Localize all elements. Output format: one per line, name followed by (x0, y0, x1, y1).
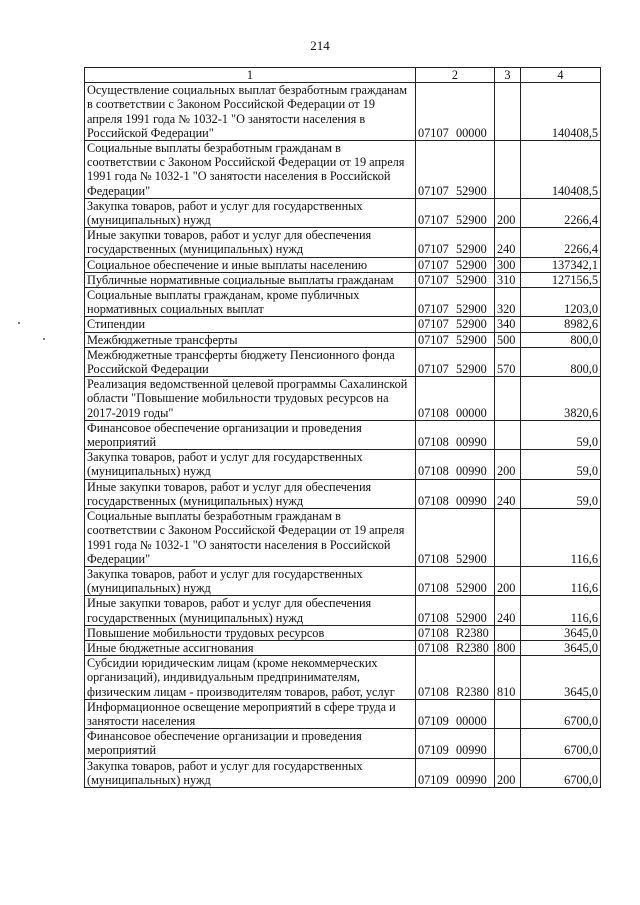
row-name: Субсидии юридическим лицам (кроме некоммерческих организаций), индивидуальным предпринимателям, физическим лицам - производителям товаров, работ, услуг (85, 656, 416, 700)
table-row (85, 479, 601, 508)
row-code-direction: 00990 (456, 493, 487, 508)
row-code (416, 596, 495, 625)
row-code (416, 317, 495, 332)
row-code (416, 699, 495, 728)
row-code-section: 07109 (418, 743, 449, 758)
scan-speck (18, 322, 20, 324)
table-row (85, 83, 601, 141)
row-amount: 59,0 (521, 420, 601, 449)
row-code-direction: 52900 (456, 581, 487, 596)
row-amount: 3645,0 (521, 640, 601, 655)
row-code-section: 07107 (418, 317, 449, 332)
row-code (416, 566, 495, 595)
row-name: Осуществление социальных выплат безработным гражданам в соответствии с Законом Российской Федерации от 19 апреля 1991 года № 1032-1 "О занятости населения в Российской Федерации" (85, 83, 416, 141)
column-header-2: 2 (416, 68, 495, 83)
row-amount: 2266,4 (521, 198, 601, 227)
row-amount: 116,6 (521, 509, 601, 567)
row-expense-type (495, 625, 521, 640)
row-code-section: 07108 (418, 435, 449, 450)
row-name: Стипендии (85, 317, 416, 332)
row-code-direction: 52900 (456, 257, 487, 272)
row-expense-type: 340 (495, 317, 521, 332)
row-code-section: 07108 (418, 610, 449, 625)
row-name: Финансовое обеспечение организации и проведения мероприятий (85, 729, 416, 758)
row-expense-type: 570 (495, 347, 521, 376)
table-row (85, 566, 601, 595)
row-code-direction: 00000 (456, 405, 487, 420)
row-code-section: 07108 (418, 493, 449, 508)
row-code-section: 07107 (418, 183, 449, 198)
row-code (416, 198, 495, 227)
row-code-direction: 00000 (456, 713, 487, 728)
page-number: 214 (310, 38, 330, 53)
row-code-direction: 52900 (456, 317, 487, 332)
table-row (85, 509, 601, 567)
row-expense-type: 240 (495, 596, 521, 625)
row-code (416, 625, 495, 640)
row-name: Реализация ведомственной целевой программы Сахалинской области "Повышение мобильности трудовых ресурсов на 2017-2019 годы" (85, 377, 416, 421)
table-row (85, 596, 601, 625)
row-expense-type: 200 (495, 758, 521, 787)
row-code (416, 347, 495, 376)
row-name: Информационное освещение мероприятий в сфере труда и занятости населения (85, 699, 416, 728)
table-row (85, 347, 601, 376)
row-code (416, 228, 495, 257)
row-expense-type: 810 (495, 656, 521, 700)
table-row (85, 228, 601, 257)
row-code (416, 288, 495, 317)
row-name: Межбюджетные трансферты бюджету Пенсионного фонда Российской Федерации (85, 347, 416, 376)
row-name: Межбюджетные трансферты (85, 332, 416, 347)
row-code (416, 509, 495, 567)
row-name: Повышение мобильности трудовых ресурсов (85, 625, 416, 640)
row-name: Социальные выплаты гражданам, кроме публичных нормативных социальных выплат (85, 288, 416, 317)
row-name: Публичные нормативные социальные выплаты гражданам (85, 272, 416, 287)
table-row (85, 257, 601, 272)
table-row (85, 288, 601, 317)
row-name: Иные закупки товаров, работ и услуг для обеспечения государственных (муниципальных) нужд (85, 479, 416, 508)
row-code-section: 07107 (418, 332, 449, 347)
row-amount: 800,0 (521, 332, 601, 347)
row-code (416, 272, 495, 287)
row-code-section: 07107 (418, 272, 449, 287)
row-code-section: 07108 (418, 405, 449, 420)
row-code (416, 640, 495, 655)
row-code-section: 07107 (418, 213, 449, 228)
row-name: Закупка товаров, работ и услуг для государственных (муниципальных) нужд (85, 198, 416, 227)
column-header-1: 1 (85, 68, 416, 83)
table-row (85, 420, 601, 449)
table-row (85, 141, 601, 199)
row-code-direction: 52900 (456, 551, 487, 566)
row-code-direction: 00990 (456, 435, 487, 450)
row-amount: 59,0 (521, 450, 601, 479)
row-code (416, 377, 495, 421)
row-code (416, 141, 495, 199)
row-code-section: 07107 (418, 242, 449, 257)
row-code-direction: 00990 (456, 743, 487, 758)
row-expense-type: 240 (495, 479, 521, 508)
row-code-direction: 00990 (456, 772, 487, 787)
row-amount: 3645,0 (521, 625, 601, 640)
row-code-section: 07108 (418, 551, 449, 566)
row-name: Социальное обеспечение и иные выплаты населению (85, 257, 416, 272)
row-expense-type (495, 83, 521, 141)
row-code (416, 656, 495, 700)
row-code (416, 758, 495, 787)
row-code-section: 07108 (418, 640, 449, 655)
row-code (416, 257, 495, 272)
row-name: Социальные выплаты безработным гражданам в соответствии с Законом Российской Федерации от 19 апреля 1991 года № 1032-1 "О занятости населения в Российской Федерации" (85, 509, 416, 567)
row-name: Социальные выплаты безработным гражданам в соответствии с Законом Российской Федерации от 19 апреля 1991 года № 1032-1 "О занятости населения в Российской Федерации" (85, 141, 416, 199)
row-amount: 116,6 (521, 566, 601, 595)
table-row (85, 332, 601, 347)
row-code-section: 07108 (418, 464, 449, 479)
row-code-section: 07109 (418, 772, 449, 787)
row-expense-type: 200 (495, 566, 521, 595)
row-code-section: 07108 (418, 625, 449, 640)
row-amount: 116,6 (521, 596, 601, 625)
row-amount: 3820,6 (521, 377, 601, 421)
row-expense-type (495, 729, 521, 758)
row-code (416, 450, 495, 479)
row-code-direction: 52900 (456, 272, 487, 287)
row-expense-type (495, 377, 521, 421)
table-row (85, 640, 601, 655)
row-expense-type: 300 (495, 257, 521, 272)
row-name: Финансовое обеспечение организации и проведения мероприятий (85, 420, 416, 449)
row-name: Иные закупки товаров, работ и услуг для обеспечения государственных (муниципальных) нужд (85, 596, 416, 625)
row-expense-type (495, 141, 521, 199)
row-name: Иные бюджетные ассигнования (85, 640, 416, 655)
row-code-direction: R2380 (456, 684, 489, 699)
row-code-section: 07108 (418, 581, 449, 596)
row-amount: 137342,1 (521, 257, 601, 272)
row-expense-type: 200 (495, 450, 521, 479)
row-code-section: 07107 (418, 257, 449, 272)
row-code (416, 420, 495, 449)
row-amount: 140408,5 (521, 141, 601, 199)
row-amount: 59,0 (521, 479, 601, 508)
table-row (85, 729, 601, 758)
row-code-section: 07109 (418, 713, 449, 728)
row-code-section: 07107 (418, 362, 449, 377)
row-amount: 6700,0 (521, 699, 601, 728)
row-code-direction: 00990 (456, 464, 487, 479)
table-row (85, 699, 601, 728)
row-code-direction: 52900 (456, 213, 487, 228)
row-code-direction: 52900 (456, 332, 487, 347)
row-code-direction: R2380 (456, 640, 489, 655)
row-amount: 127156,5 (521, 272, 601, 287)
row-expense-type: 500 (495, 332, 521, 347)
column-header-4: 4 (521, 68, 601, 83)
row-code-direction: 00000 (456, 125, 487, 140)
row-expense-type (495, 509, 521, 567)
budget-table-body (85, 68, 601, 788)
row-expense-type: 240 (495, 228, 521, 257)
header-row (85, 68, 601, 83)
row-expense-type: 310 (495, 272, 521, 287)
scan-speck (43, 338, 45, 340)
row-name: Закупка товаров, работ и услуг для государственных (муниципальных) нужд (85, 450, 416, 479)
row-amount: 6700,0 (521, 729, 601, 758)
row-code (416, 729, 495, 758)
row-name: Закупка товаров, работ и услуг для государственных (муниципальных) нужд (85, 566, 416, 595)
column-header-3: 3 (495, 68, 521, 83)
row-code-direction: 52900 (456, 242, 487, 257)
row-code-direction: 52900 (456, 610, 487, 625)
row-expense-type: 320 (495, 288, 521, 317)
row-expense-type: 800 (495, 640, 521, 655)
table-row (85, 317, 601, 332)
row-amount: 8982,6 (521, 317, 601, 332)
row-amount: 800,0 (521, 347, 601, 376)
row-code-section: 07107 (418, 302, 449, 317)
row-code (416, 479, 495, 508)
table-row (85, 450, 601, 479)
row-expense-type (495, 420, 521, 449)
row-code-direction: 52900 (456, 302, 487, 317)
row-expense-type: 200 (495, 198, 521, 227)
table-row (85, 625, 601, 640)
row-code-direction: 52900 (456, 183, 487, 198)
row-amount: 1203,0 (521, 288, 601, 317)
table-row (85, 656, 601, 700)
row-amount: 140408,5 (521, 83, 601, 141)
row-code-section: 07107 (418, 125, 449, 140)
row-amount: 3645,0 (521, 656, 601, 700)
row-code (416, 83, 495, 141)
row-code-direction: R2380 (456, 625, 489, 640)
row-name: Иные закупки товаров, работ и услуг для обеспечения государственных (муниципальных) нужд (85, 228, 416, 257)
table-row (85, 758, 601, 787)
row-code-direction: 52900 (456, 362, 487, 377)
table-row (85, 272, 601, 287)
row-name: Закупка товаров, работ и услуг для государственных (муниципальных) нужд (85, 758, 416, 787)
row-amount: 2266,4 (521, 228, 601, 257)
row-expense-type (495, 699, 521, 728)
row-amount: 6700,0 (521, 758, 601, 787)
table-row (85, 377, 601, 421)
table-row (85, 198, 601, 227)
row-code (416, 332, 495, 347)
row-code-section: 07108 (418, 684, 449, 699)
budget-table (84, 67, 601, 788)
